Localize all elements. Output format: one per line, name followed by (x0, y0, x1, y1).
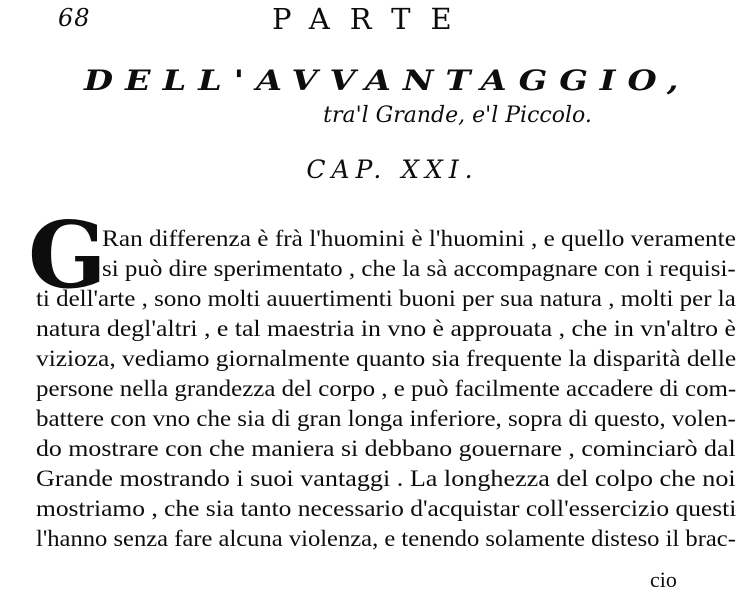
chapter-title: DELL'AVVANTAGGIO, (84, 64, 691, 97)
text-line: Grande mostrando i suoi vantaggi . La longhezza del colpo che noi (36, 466, 736, 491)
running-head: PARTE (272, 2, 472, 36)
chapter-number: CAP. XXI. (306, 155, 479, 184)
text-line: l'hanno senza fare alcuna violenza, e tenendo solamente disteso il brac- (36, 526, 736, 551)
text-line: ti dell'arte , sono molti auuertimenti buoni per sua natura , molti per la (36, 286, 736, 311)
text-line: do mostrare con che maniera si debbano gouernare , cominciarò dal (36, 436, 736, 461)
text-line: natura degl'altri , e tal maestria in vno è approuata , che in vn'altro è (36, 316, 736, 341)
text-line: vizioza, vediamo giornalmente quanto sia frequente la disparità delle (36, 346, 737, 371)
text-line: persone nella grandezza del corpo , e può facilmente accadere di com- (36, 376, 737, 401)
text-line: Ran differenza è frà l'huomini è l'huomini , e quello veramente (102, 226, 736, 251)
chapter-subtitle: tra'l Grande, e'l Piccolo. (323, 103, 592, 128)
text-line: mostriamo , che sia tanto necessario d'acquistar coll'essercizio questi (36, 496, 737, 521)
text-line: si può dire sperimentato , che la sà accompagnare con i requisi- (102, 256, 736, 281)
drop-cap: G (28, 201, 107, 309)
page-number: 68 (58, 4, 91, 32)
text-line: battere con vno che sia di gran longa inferiore, sopra di questo, volen- (36, 406, 736, 431)
catchword: cio (650, 567, 677, 592)
